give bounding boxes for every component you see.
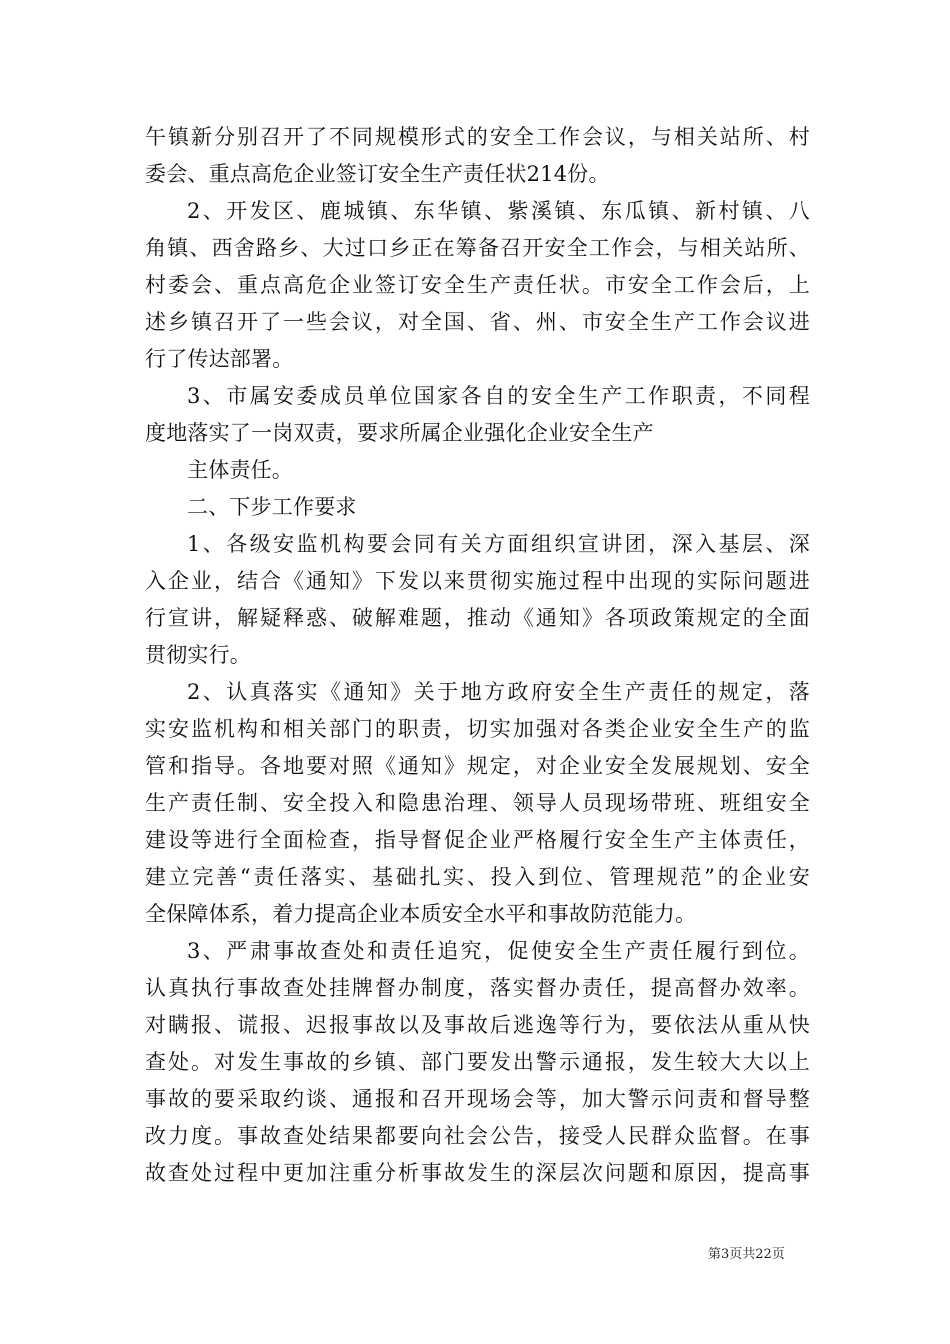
- text-line: 度地落实了一岗双责，要求所属企业强化企业安全生产: [145, 421, 654, 445]
- text-line: 行了传达部署。: [145, 347, 294, 371]
- text-line: 贯彻实行。: [145, 643, 251, 667]
- text-line: 实安监机构和相关部门的职责，切实加强对各类企业安全生产的监: [145, 717, 810, 741]
- text-line: 2、开发区、鹿城镇、东华镇、紫溪镇、东瓜镇、新村镇、八: [187, 199, 810, 223]
- text-line: 午镇新分别召开了不同规模形式的安全工作会议，与相关站所、村: [145, 125, 810, 149]
- text-line: 3、严肃事故查处和责任追究，促使安全生产责任履行到位。: [187, 939, 810, 963]
- text-line: 1、各级安监机构要会同有关方面组织宣讲团，深入基层、深: [187, 532, 810, 556]
- text-line: 2、认真落实《通知》关于地方政府安全生产责任的规定，落: [187, 680, 810, 704]
- text-line: 管和指导。各地要对照《通知》规定，对企业安全发展规划、安全: [145, 754, 810, 778]
- text-line: 入企业，结合《通知》下发以来贯彻实施过程中出现的实际问题进: [145, 569, 810, 593]
- text-line: 对瞒报、谎报、迟报事故以及事故后逃逸等行为，要依法从重从快: [145, 1013, 810, 1037]
- text-line: 查处。对发生事故的乡镇、部门要发出警示通报，发生较大大以上: [145, 1050, 810, 1074]
- text-line: 建立完善“责任落实、基础扎实、投入到位、管理规范”的企业安: [145, 865, 810, 889]
- text-line: 生产责任制、安全投入和隐患治理、领导人员现场带班、班组安全: [145, 791, 810, 815]
- text-line: 角镇、西舍路乡、大过口乡正在筹备召开安全工作会，与相关站所、: [145, 236, 810, 260]
- document-body: [145, 119, 810, 1192]
- text-line: 主体责任。: [187, 458, 293, 482]
- text-line: 建设等进行全面检查，指导督促企业严格履行安全生产主体责任，: [145, 828, 810, 852]
- page-number: 第3页共22页: [708, 1247, 785, 1262]
- text-line: 认真执行事故查处挂牌督办制度，落实督办责任，提高督办效率。: [145, 976, 810, 1000]
- text-line: 故查处过程中更加注重分析事故发生的深层次问题和原因，提高事: [145, 1161, 810, 1185]
- text-line: 委会、重点高危企业签订安全生产责任状214份。: [145, 162, 610, 186]
- text-line: 村委会、重点高危企业签订安全生产责任状。市安全工作会后，上: [145, 273, 810, 297]
- text-line: 3、市属安委成员单位国家各自的安全生产工作职责，不同程: [187, 384, 810, 408]
- text-line: 全保障体系，着力提高企业本质安全水平和事故防范能力。: [145, 902, 697, 926]
- section-heading: 二、下步工作要求: [187, 495, 357, 519]
- text-line: 事故的要采取约谈、通报和召开现场会等，加大警示问责和督导整: [145, 1087, 810, 1111]
- text-line: 述乡镇召开了一些会议，对全国、省、州、市安全生产工作会议进: [145, 310, 810, 334]
- text-line: 行宣讲，解疑释惑、破解难题，推动《通知》各项政策规定的全面: [145, 606, 810, 630]
- text-line: 改力度。事故查处结果都要向社会公告，接受人民群众监督。在事: [145, 1124, 810, 1148]
